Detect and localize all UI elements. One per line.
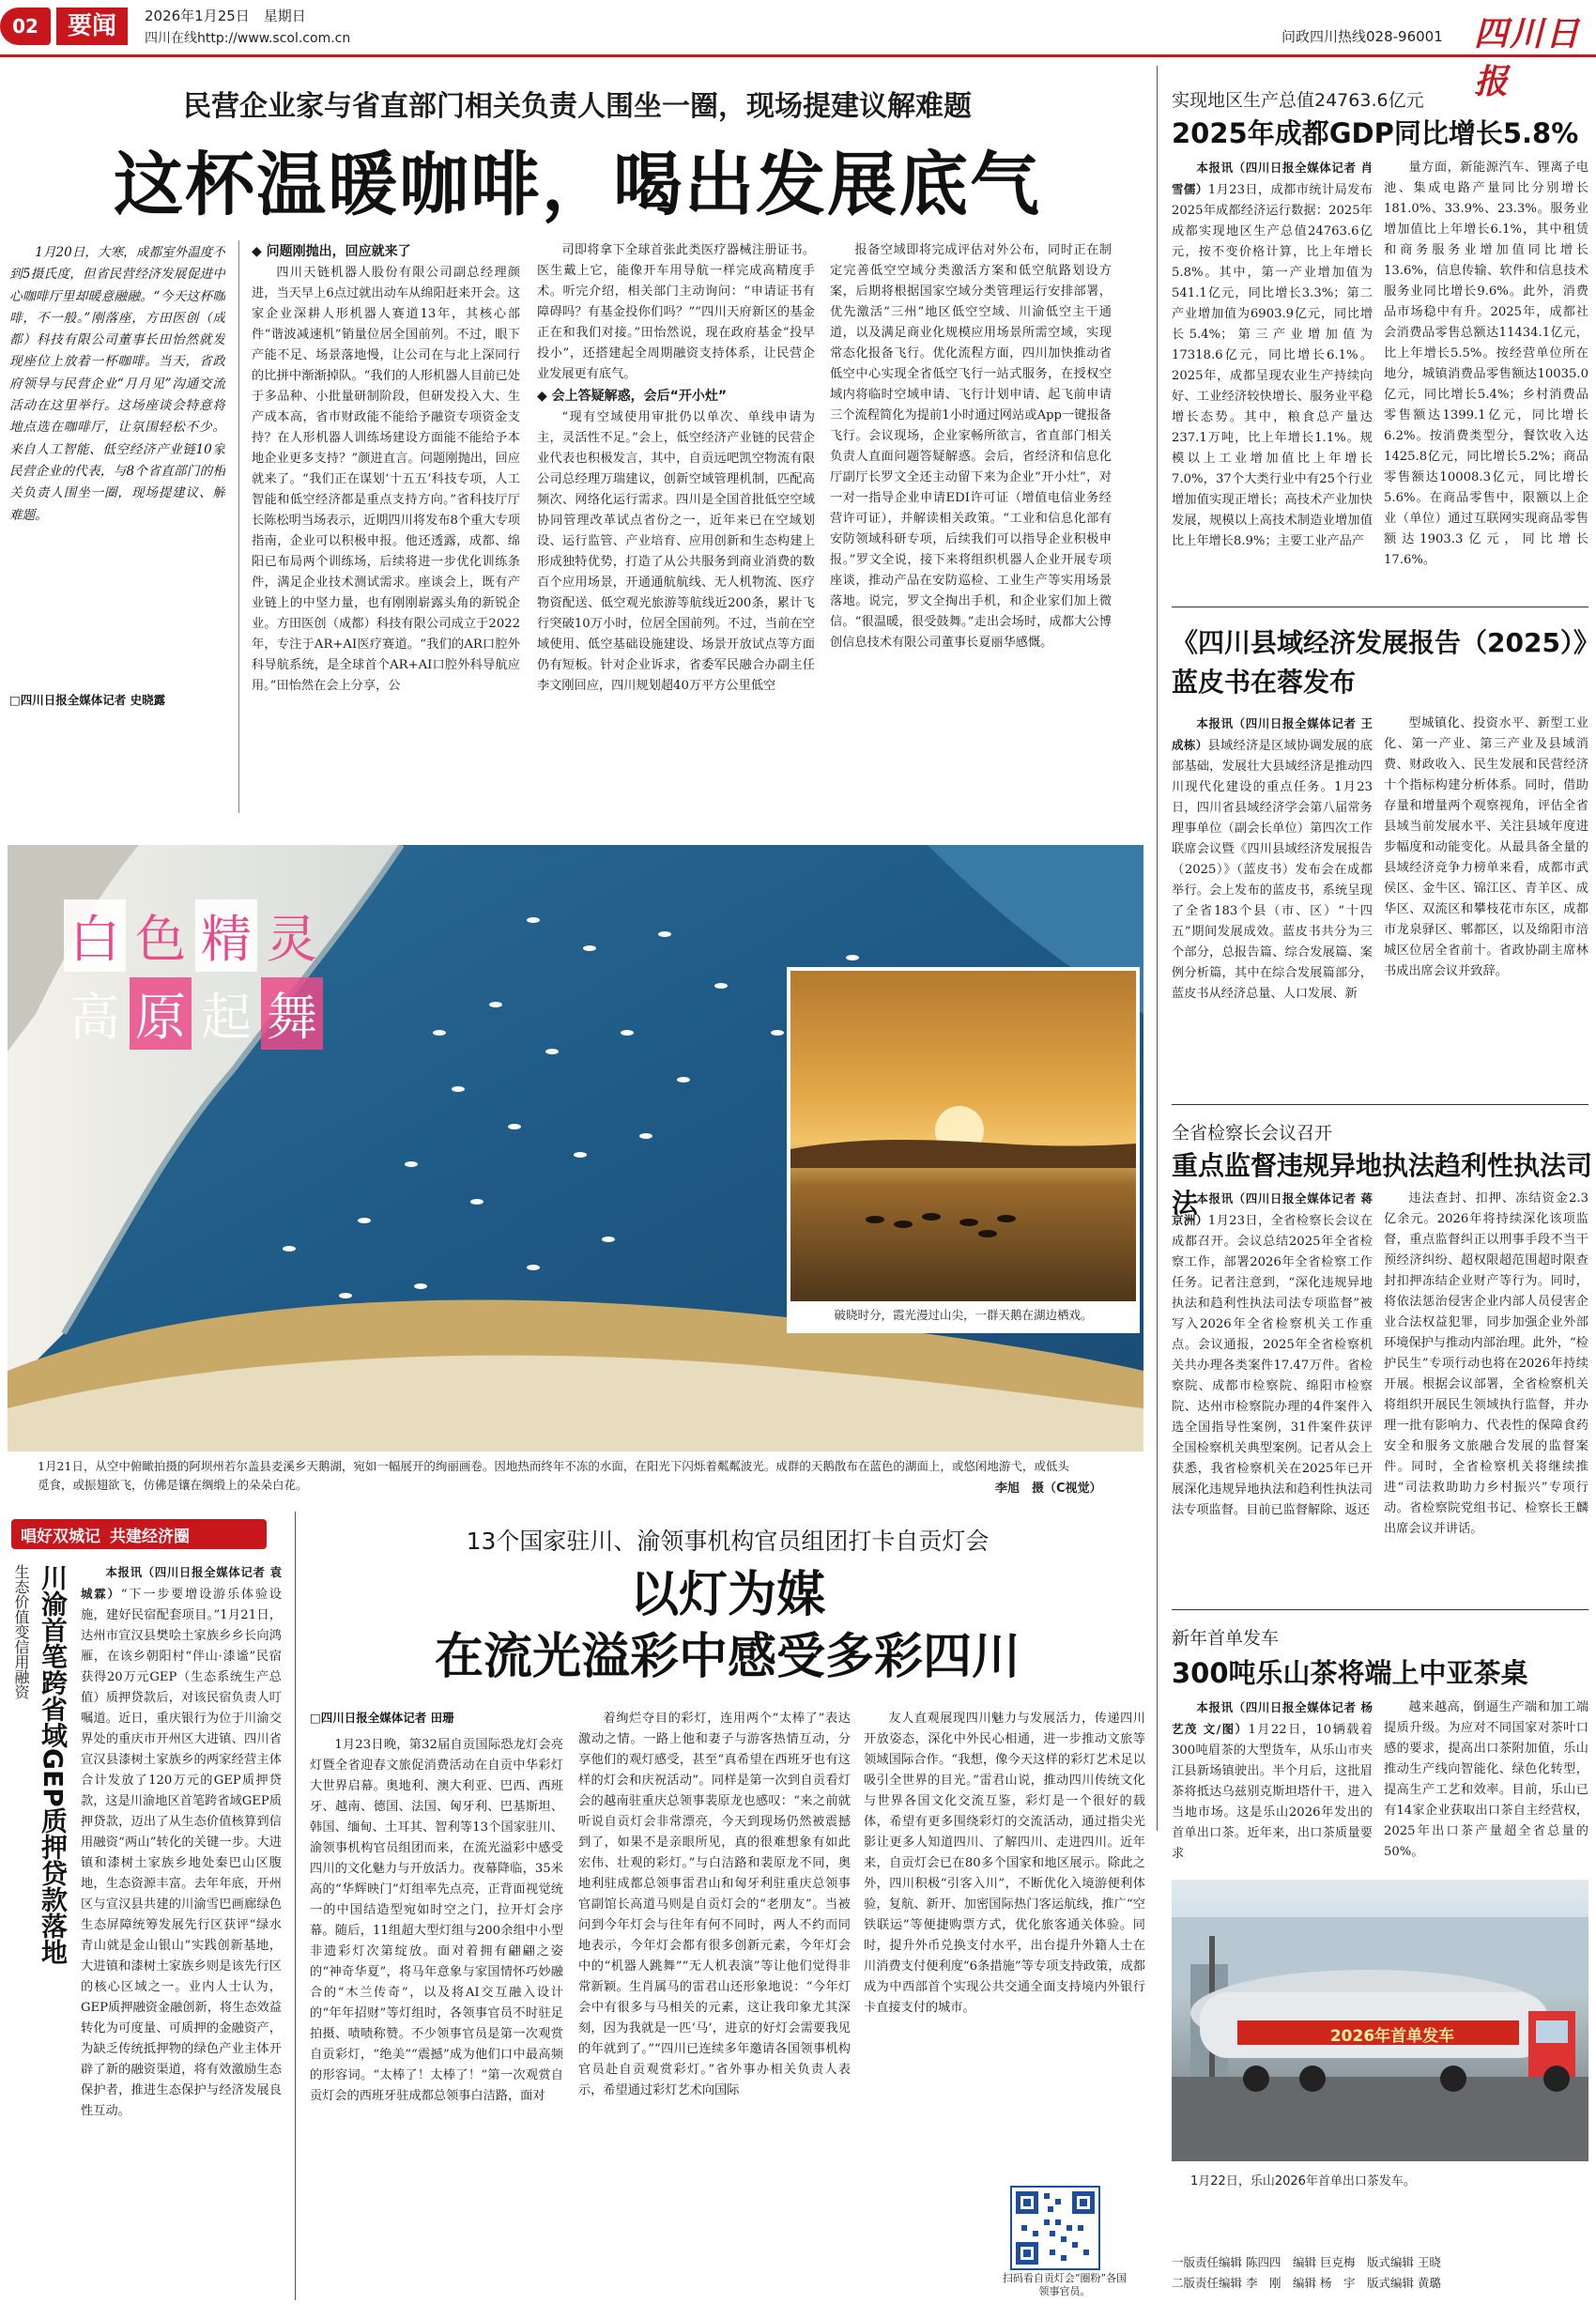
lantern-headline-line-2: 在流光溢彩中感受多彩四川 [434, 1629, 1021, 1685]
photo-title-char: 起 [201, 988, 252, 1047]
gdp-headline: 2025年成都GDP同比增长5.8% [1172, 117, 1579, 149]
photo-title [64, 899, 364, 1050]
page-number-badge: 02 [0, 8, 51, 45]
sunrise-inset-photo [787, 967, 1140, 1333]
lantern-kicker: 13个国家驻川、渝领事机构官员组团打卡自贡灯会 [466, 1528, 990, 1555]
lantern-headline-line-1: 以灯为媒 [629, 1567, 825, 1623]
lead-column-4 [830, 240, 1112, 813]
photo-title-char: 舞 [261, 977, 323, 1050]
lead-column-3 [537, 240, 815, 813]
website-link[interactable]: 四川在线http://www.scol.com.cn [145, 31, 351, 46]
photo-title-char: 高 [69, 988, 120, 1047]
county-paragraph: 型城镇化、投资水平、新型工业化、第一产业、第三产业及县域消费、财政收入、民生发展和民营经济十个指标构建分析体系。同时，借助存量和增量两个观察视角，评估全省县域当前发展水平、关注县域年度进步幅度和动能变化。从最具备全量的县域经济竞争力榜单来看，成都市武侯区、金牛区、锦江区、青羊区、成华区、双流区和攀枝花市东区，成都市龙泉驿区、郫都区，以及绵阳市涪城区位居全省前十。省政协副主席林书成出席会议并致辞。 [1384, 716, 1588, 978]
sunrise-illustration [790, 971, 1136, 1329]
rail-divider [1172, 1609, 1588, 1610]
rail-divider [1172, 1104, 1588, 1105]
lantern-paragraph: 着绚烂夺目的彩灯，连用两个“太棒了”表达激动之情。一路上他和妻子与游客热情互动，分享他们的观灯感受，甚至“真希望在西班牙也有这样的灯会和庆祝活动”。同样是第一次到自贡看灯会的越南驻重庆总领事裴原龙也感叹：“来之前就听说自贡灯会非常漂亮，今天到现场仍然被震撼到了，如果不是亲眼所见，真的很难想象有如此宏伟、壮观的彩灯。”与白洁路和裴原龙不同，奥地利驻成都总领事雷君山和匈牙利驻重庆总领事官副馆长高道马则是自贡灯会的“老朋友”。当被问到今年灯会与往年有何不同时，两人不约而同地表示，今年灯会都有很多创新元素，今年灯会中的“机器人跳舞”“无人机表演”等让他们觉得非常新颖。生肖属马的雷君山还形象地说：“今年灯会中有很多与马相关的元素，这让我印象尤其深刻，因为我就是一匹‘马’，进京的好灯会需要我见的年就到了。”“四川已连续多年邀请各国领事机构官员赴自贡观赏彩灯。”省外事办相关负责人表示，希望通过彩灯艺术向国际 [578, 1712, 851, 2097]
lantern-paragraph: 友人直观展现四川魅力与发展活力，传递四川开放姿态，深化中外民心相通，进一步推动文旅等领域国际合作。“我想，像今天这样的彩灯艺术足以吸引全世界的目光。”雷君山说，推动四川传统文化与世界各国文化交流互鉴，彩灯是一个很好的载体，希望有更多围绕彩灯的交流活动，通过指尖光影让更多人知道四川、了解四川、走进四川。近年来，自贡灯会已在80多个国家和地区展示。除此之外，四川积极“引客入川”，不断优化入境游便利体验，复航、新开、加密国际热门客运航线，推广“空铁联运”等便捷购票方式，优化旅客通关体验。同时，提升外币兑换支付水平，出台提升外籍人士在川消费支付便利度“6条措施”等专项支持政策，成都成为中西部首个实现公共交通全面支持境内外银行卡直接支付的城市。 [864, 1712, 1145, 2015]
inset-caption: 破晓时分，霞光漫过山尖，一群天鹅在湖边栖戏。 [790, 1301, 1136, 1329]
column-tag [11, 1519, 267, 1549]
photo-title-char: 色 [135, 910, 186, 969]
right-rail-divider [1157, 66, 1158, 1831]
photo-title-char: 精 [195, 899, 257, 972]
photo-title-line-1 [64, 899, 364, 972]
gdp-paragraph: 量方面，新能源汽车、锂离子电池、集成电路产量同比分别增长181.0%、33.9%、23.3%。服务业增加值比上年增长6.1%，其中租赁和商务服务业增加值同比增长13.6%，信息传输、软件和信息技术服务业同比增长9.6%。此外，消费品市场稳中有升。2025年，成都社会消费品零售总额达11434.1亿元，比上年增长5.5%。按经营单位所在地分，城镇消费品零售额达10035.0亿元，同比增长5.4%；乡村消费品零售额达1399.1亿元，同比增长6.2%。按消费类型分，餐饮收入达1425.8亿元，同比增长5.2%；商品零售额达10008.3亿元，同比增长5.6%。在商品零售中，限额以上企业（单位）通过互联网实现商品零售额达1903.3亿元，同比增长17.6%。 [1384, 161, 1588, 567]
gep-vertical-headline: 川渝首笔跨省域GEP质押贷款落地 [38, 1564, 69, 1965]
lantern-column-2 [578, 1709, 851, 2298]
masthead-logo: 四川日报 [1474, 14, 1582, 101]
photo-title-char: 白 [64, 899, 126, 972]
county-headline: 《四川县域经济发展报告（2025）》蓝皮书在蓉发布 [1172, 627, 1587, 698]
truck-banner-text: 2026年首单发车 [1329, 2027, 1455, 2046]
gdp-column-1 [1172, 158, 1373, 580]
lantern-column-1 [310, 1735, 563, 2298]
lead-subhead-1: ◆ 问题刚抛出，回应就来了 [252, 244, 411, 259]
gdp-column-2 [1384, 158, 1588, 580]
photo-title-char: 灵 [267, 910, 317, 969]
lead-paragraph: 四川天链机器人股份有限公司副总经理颜进，当天早上6点过就出动车从绵阳赶来开会。这家企业深耕人形机器人赛道13年，其核心部件“谐波减速机”销量位居全国前列。不过，眼下产能不足、场景落地慢，让公司在与北上深同行的比拼中渐渐掉队。“我们的人形机器人目前已处于多品种、小批量研制阶段，但研发投入大、生产成本高，省市财政能不能给予融资专项资金支持？在人形机器人训练场建设方面能不能给予本地企业更多支持？”颜进直言。问题刚抛出，回应就来了。“我们正在谋划‘十五五’科技专项，人工智能和低空经济都是重点支持方向。”省科技厅厅长陈松明当场表示，近期四川将发布8个重大专项指南，企业可以积极申报。他还透露，成都、绵阳已布局两个训练场，后续将进一步优化训练条件，满足企业技术测试需求。座谈会上，既有产业链上的中坚力量，也有刚刚崭露头角的新锐企业。方田医创（成都）科技有限公司成立于2022年，专注于AR+AI医疗赛道。“我们的AR口腔外科导航系统，是全球首个AR+AI口腔外科导航应用。”田怡然在会上分享，公 [252, 266, 520, 693]
lead-subhead-2: ◆ 会上答疑解惑，会后“开小灶” [537, 389, 728, 404]
gdp-kicker: 实现地区生产总值24763.6亿元 [1172, 90, 1424, 111]
column-divider [238, 240, 239, 813]
tea-kicker: 新年首单发车 [1172, 1628, 1280, 1649]
lead-intro: 1月20日，大寒，成都室外温度不到5摄氏度，但省民营经济发展促进中心咖啡厅里却暖意融融。“今天这杯咖啡，不一般。”刚落座，方田医创（成都）科技有限公司董事长田怡然就发现座位上放着一杯咖啡。当天，省政府领导与民营企业“月月见”沟通交流活动在这里举行。这场座谈会特意将地点选在咖啡厅，让氛围轻松不少。来自人工智能、低空经济产业链10家民营企业的代表，与8个省直部门的相关负责人围坐一圈，现场提建议、解难题。 [9, 245, 225, 523]
qr-code-icon [1012, 2188, 1098, 2268]
column-divider [295, 1512, 296, 2300]
gep-paragraph: 本报讯（四川日报全媒体记者 袁城霖）“下一步要增设游乐体验设施，建好民宿配套项目。”1月21日，达州市宣汉县樊哙土家族乡乡长向鸿雁，在该乡朝阳村“伴山·漆谧”民宿获得20万元GEP（生态系统生产总值）质押贷款后，对该民宿负责人叮嘱道。近日，重庆银行为位于川渝交界处的重庆市开州区大进镇、四川省宣汉县漆树土家族乡的两家经营主体合计发放了120万元的GEP质押贷款，这是川渝地区首笔跨省域GEP质押贷款，迈出了从生态价值核算到信用融资“两山”转化的关键一步。大进镇和漆树土家族乡地处秦巴山区腹地，生态资源丰富。去年年底，开州区与宣汉县共建的川渝雪巴画廊绿色生态屏障统筹发展先行区获评“绿水青山就是金山银山”实践创新基地，大进镇和漆树土家族乡则是该先行区的核心区域之一。业内人士认为，GEP质押融资金融创新，将生态效益转化为可度量、可质押的金融资产，为缺乏传统抵押物的绿色产业主体开辟了新的融资渠道，将有效激励生态保护者，推进生态保护与经济发展良性互动。 [81, 1565, 282, 2118]
footer-editors-2: 二版责任编辑 李 刚 编辑 杨 宇 版式编辑 黄璐 [1172, 2276, 1441, 2290]
issue-date: 2026年1月25日 星期日 [145, 8, 306, 24]
tea-truck-photo [1172, 1880, 1588, 2161]
tea-column-2 [1384, 1697, 1588, 1868]
photo-main-caption: 1月21日，从空中俯瞰拍摄的阿坝州若尔盖县麦溪乡天鹅湖，宛如一幅展开的绚丽画卷。因地热而终年不冻的水面，在阳光下闪烁着粼粼波光。成群的天鹅散布在蓝色的湖面上，或悠闲地游弋，或低头觅食，或振翅欲飞，仿佛是镶在绸缎上的朵朵白花。 [38, 1459, 1069, 1492]
procuratorate-column-2 [1384, 1189, 1588, 1598]
county-column-2 [1384, 714, 1588, 1089]
lantern-paragraph: 1月23日晚，第32届自贡国际恐龙灯会亮灯暨全省迎春文旅促消费活动在自贡中华彩灯大世界启幕。奥地利、澳大利亚、巴西、西班牙、越南、德国、法国、匈牙利、巴基斯坦、韩国、缅甸、土耳其、智利等13个国家驻川、渝领事机构官员组团而来，在流光溢彩中感受四川的文化魅力与开放活力。夜幕降临，35米高的“华辉映门”灯组率先点亮，正背面视觉统一的中国结造型宛如时空之门，拉开灯会序幕。随后，11组超大型灯组与200余组中小型非遗彩灯次第绽放。面对着拥有翩翩之姿的“神奇华夏”，将马年意象与家国情怀巧妙融合的“木兰传奇”，以及将AI交互融入设计的“年年招财”等灯组时，各领事官员不时驻足拍摄、啧啧称赞。不少领事官员是第一次观赏自贡彩灯，“绝美”“震撼”成为他们口中最高频的形容词。“太棒了！太棒了！”第一次观赏自贡灯会的西班牙驻成都总领事白洁路，面对 [310, 1738, 563, 2103]
photo-credit: 李旭 摄（C视觉） [995, 1482, 1102, 1496]
procuratorate-headline: 重点监督违规异地执法趋利性执法司法 [1172, 1150, 1593, 1219]
county-paragraph: 本报讯（四川日报全媒体记者 王成栋）县域经济是区域协调发展的底部基础，发展壮大县域经济是推动四川现代化建设的重点任务。1月23日，四川省县域经济学会第八届常务理事单位（副会长单位）第四次工作联席会议暨《四川县域经济发展报告（2025）》（蓝皮书）发布会在成都举行。会上发布的蓝皮书，系统呈现了全省183个县（市、区）“十四五”期间发展成效。蓝皮书共分为三个部分，总报告篇、综合发展篇、案例分析篇，其中在综合发展篇部分，蓝皮书从经济总量、人口发展、新 [1172, 716, 1373, 1001]
lead-headline: 这杯温暖咖啡，喝出发展底气 [114, 145, 1041, 225]
county-column-1 [1172, 714, 1373, 1089]
lead-column-2 [252, 240, 520, 813]
lead-paragraph: “现有空域使用审批仍以单次、单线申请为主，灵活性不足。”会上，低空经济产业链的民营企业代表也积极发言，其中，自贡远吧凯空物流有限公司总经理万瑞建议，创新空域管理机制，匹配高频次、网络化运行需求。四川是全国首批低空空域协同管理改革试点省份之一，近年来已在空域划设、运行监管、产业培育、应用创新和生态构建上形成独特优势，打造了从公共服务到商业消费的数百个应用场景，开通通航航线、无人机物流、医疗物资配送、低空观光旅游等航线近200条，累计飞行突破10万小时，位居全国前列。不过，当前在空域使用、低空基础设施建设、场景开放试点等方面仍有短板。针对企业诉求，省委军民融合办副主任李文刚回应，四川规划超40万平方公里低空 [537, 410, 815, 693]
procuratorate-paragraph: 本报讯（四川日报全媒体记者 蒋京洲）1月23日，全省检察长会议在成都召开。会议总结2025年全省检察工作，部署2026年全省检察工作任务。记者注意到，“深化违规异地执法和趋利性执法司法专项监督”被写入2026年全省检察机关工作重点。会议通报，2025年全省检察机关共办理各类案件17.47万件。省检察院、成都市检察院、绵阳市检察院、达州市检察院办理的4件案件入选全国指导性案例，31件案件获评全国检察机关典型案例。记者从会上获悉，我省检察机关在2025年已开展深化违规异地执法和趋利性执法司法专项监督。目前已监督解除、返还 [1172, 1191, 1373, 1517]
subhead-bullet-icon: ◆ [537, 389, 552, 404]
lead-paragraph: 报备空域即将完成评估对外公布，同时正在制定完善低空空域分类激活方案和低空航路划设方案，后期将根据国家空域分类管理运行安排部署，优先激活“三州”地区低空空域、川渝低空主干通道，以及满足商业化规模应用场景所需空域，实现常态化报备飞行。优化流程方面，四川加快推动省低空中心实现全省低空飞行一站式服务，在授权空域内将临时空域申请、飞行计划申请、起飞前申请三个流程简化为提前1小时通过网站或App一键报备飞行。会议现场，企业家畅所欲言，省直部门相关负责人直面问题答疑解惑。会后，省经济和信息化厅副厅长罗文全还主动留下来为企业“开小灶”，对一对一指导企业申请EDI许可证（增值电信业务经营许可证），并解读相关政策。“工业和信息化部有安防领域科研专项，后续我们可以指导企业积极申报。”罗文全说，接下来将组织机器人企业开展专项座谈，推动产品在安防巡检、工业生产等实用场景落地。说完，罗文全掏出手机，和企业家们加上微信。“很温暖，很受鼓舞。”走出会场时，成都大公博创信息技术有限公司董事长夏丽华感慨。 [830, 243, 1112, 650]
header-rule [0, 54, 1596, 57]
lantern-byline: □四川日报全媒体记者 田珊 [310, 1711, 454, 1725]
lantern-column-3 [864, 1709, 1145, 2176]
section-label: 要闻 [56, 8, 128, 45]
truck-illustration [1172, 1880, 1588, 2161]
tea-paragraph: 本报讯（四川日报全媒体记者 杨艺茂 文/图）1月22日，10辆载着300吨眉茶的大型货车，从乐山市夹江县新场镇驶出。半个月后，这批眉茶将抵达乌兹别克斯坦塔什干，进入当地市场。这是乐山2026年发出的首单出口茶。近年来，出口茶质量要求 [1172, 1700, 1373, 1861]
hotline: 问政四川热线028-96001 [1281, 28, 1443, 45]
lantern-qr-code[interactable] [1010, 2186, 1100, 2270]
lead-kicker: 民营企业家与省直部门相关负责人围坐一圈，现场提建议解难题 [183, 90, 972, 123]
photo-title-char: 原 [130, 977, 192, 1050]
gep-body [81, 1562, 282, 2295]
procuratorate-kicker: 全省检察长会议召开 [1172, 1123, 1333, 1144]
gep-vertical-kicker: 生态价值变信用融资 [12, 1564, 30, 1699]
qr-caption: 扫码看自贡灯会“圈粉”各国领事官员。 [1002, 2272, 1128, 2297]
photo-title-line-2 [64, 977, 364, 1050]
tea-paragraph: 越来越高，倒逼生产端和加工端提质升级。为应对不同国家对茶叶口感的要求，提高出口茶附加值，乐山推动生产线向智能化、绿色化转型，提高生产工艺和效率。目前，乐山已有14家企业获取出口茶自主经营权，2025年出口茶产量超全省总量的50%。 [1384, 1700, 1588, 1859]
procuratorate-paragraph: 违法查封、扣押、冻结资金2.3亿余元。2026年将持续深化该项监督，重点监督纠正以刑事手段不当干预经济纠纷、超权限超范围超时限查封扣押冻结企业财产等行为。同时，将依法惩治侵害企业内部人员侵害企业合法权益犯罪，同步加强企业外部环境保护与推动内部治理。此外，“检护民生”专项行动也将在2026年持续开展。根据会议部署，全省检察机关将组织开展民生领域执行监督，并办理一批有影响力、代表性的保障食药安全和服务文旅融合发展的监督案件。同时，全省检察机关将继续推进“司法救助助力乡村振兴”专项行动。省检察院党组书记、检察长王麟出席会议并讲话。 [1384, 1191, 1588, 1536]
footer-editors-1: 一版责任编辑 陈四四 编辑 巨克梅 版式编辑 王晓 [1172, 2255, 1441, 2269]
column-tag-label-1: 唱好双城记 [21, 1527, 100, 1546]
tea-headline: 300吨乐山茶将端上中亚茶桌 [1172, 1657, 1528, 1689]
lead-byline: □四川日报全媒体记者 史晓露 [9, 693, 166, 707]
tea-column-1 [1172, 1697, 1373, 1868]
procuratorate-column-1 [1172, 1189, 1373, 1598]
subhead-bullet-icon: ◆ [252, 244, 267, 259]
column-tag-label-2: 共建经济圈 [110, 1527, 190, 1546]
gdp-paragraph: 本报讯（四川日报全媒体记者 肖雪儒）1月23日，成都市统计局发布2025年成都经济运行数据：2025年成都实现地区生产总值24763.6亿元，按不变价格计算，比上年增长5.8%。其中，第一产业增加值为541.1亿元，同比增长3.3%；第二产业增加值为6903.9亿元，同比增长5.4%；第三产业增加值为17318.6亿元，同比增长6.1%。2025年，成都呈现农业生产持续向好、工业经济较快增长、服务业平稳增长态势。其中，粮食总产量达237.1万吨，比上年增长1.1%。规模以上工业增加值比上年增长7.0%，37个大类行业中有25个行业增加值实现正增长；高技术产业加快发展，规模以上高技术制造业增加值比上年增长8.9%；主要工业产品产 [1172, 161, 1373, 548]
tea-photo-caption: 1月22日，乐山2026年首单出口茶发车。 [1190, 2174, 1416, 2189]
lead-paragraph: 司即将拿下全球首张此类医疗器械注册证书。医生戴上它，能像开车用导航一样完成高精度手术。听完介绍，相关部门主动询问：“申请证书有障碍吗？有基金投你们吗？”“四川天府新区的基金正在和我们对接。”田怡然说，现在政府基金“投早投小”，还搭建起全周期融资支持体系，让民营企业发展更有底气。 [537, 243, 815, 381]
